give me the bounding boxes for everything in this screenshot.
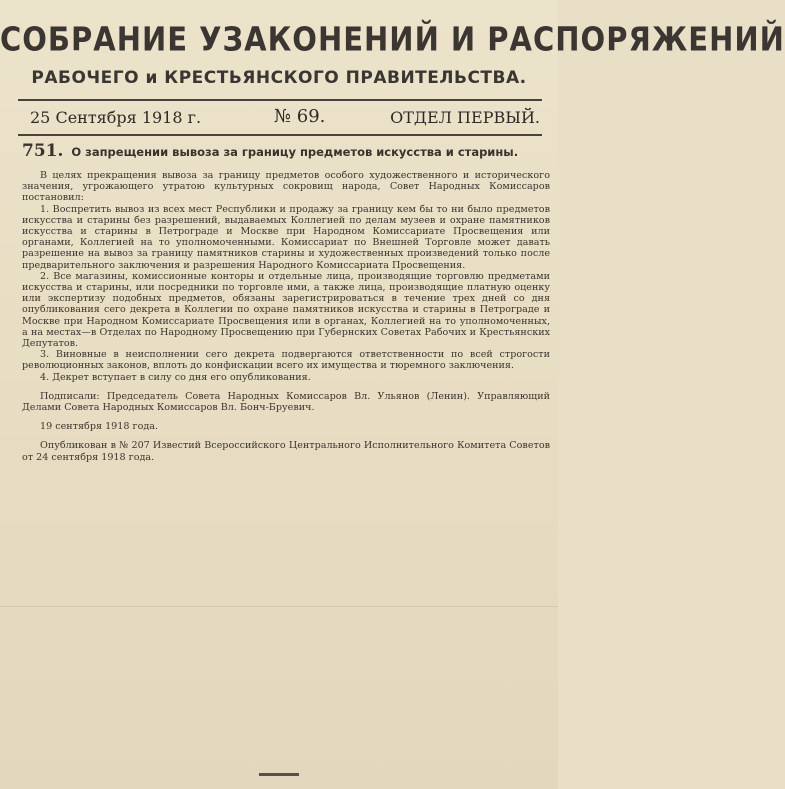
paragraph-1: 1. Воспретить вывоз из всех мест Республики и продажу за границу кем бы то ни было предметов искусства и старины без разрешений, выдаваемых Коллегией по делам музеев и охране памятников искусства и старины в Петрограде и Москве при Народном Комиссариате Просвещения или органами, Коллегией на то уполномоченными. Комиссариат по Внешней Торговле может давать разрешение на вывоз за границу памятников старины и художественных произведений только после предварительного заключения и разрешения Народного Комиссариата Просвещения.: [22, 203, 550, 271]
paragraph-2: 2. Все магазины, комиссионные конторы и отдельные лица, производящие торговлю предметами искусства и старины, или посредники по торговле ими, а также лица, производящие платную оценку или экспертизу подобных предметов, обязаны зарегистрироваться в течение трех дней со дня опубликования сего декрета в Коллегии по охране памятников искусства и старины в Петрограде и Москве при Народном Комиссариате Просвещения или в органах, Коллегией на то уполномоченных, а на местах—в Отделах по Народному Просвещению при Губернских Советах Рабочих и Крестьянских Депутатов.: [22, 270, 550, 350]
article-number: 751.: [22, 141, 64, 161]
issue-line: [18, 106, 542, 130]
article-heading: [22, 141, 542, 161]
masthead-title: СОБРАНИЕ УЗАКОНЕНИЙ И РАСПОРЯЖЕНИЙ: [0, 19, 785, 59]
paragraph-preamble: В целях прекращения вывоза за границу предметов особого художественного и исторического значения, угрожающего утратою культурных сокровищ народа, Совет Народных Комиссаров постановил:: [22, 170, 550, 204]
bottom-divider: [259, 773, 299, 776]
issue-number: № 69.: [274, 106, 326, 127]
header-rule-bottom: [18, 134, 542, 136]
signature-block: Подписали: Председатель Совета Народных Комиссаров Вл. Ульянов (Ленин). Управляющий Делами Совета Народных Комиссаров Вл. Бонч-Бруевич.: [22, 390, 550, 414]
publication-note: Опубликован в № 207 Известий Всероссийского Центрального Исполнительного Комитета Советов от 24 сентября 1918 года.: [22, 440, 550, 463]
issue-section: ОТДЕЛ ПЕРВЫЙ.: [390, 108, 540, 127]
header-rule-top: [18, 99, 542, 101]
paragraph-3: 3. Виновные в неисполнении сего декрета подвергаются ответственности по всей строгости революционных законов, вплоть до конфискации всего их имущества и тюремного заключения.: [22, 349, 550, 372]
issue-date: 25 Сентября 1918 г.: [30, 108, 202, 127]
article-body: [22, 170, 550, 463]
signed-date: 19 сентября 1918 года.: [40, 421, 159, 433]
article-title: О запрещении вывоза за границу предметов искусства и старины.: [71, 145, 519, 159]
masthead-subtitle: РАБОЧЕГО и КРЕСТЬЯНСКОГО ПРАВИТЕЛЬСТВА.: [31, 68, 527, 88]
paragraph-4: 4. Декрет вступает в силу со дня его опубликования.: [40, 371, 311, 383]
paper-crease: [0, 606, 558, 607]
